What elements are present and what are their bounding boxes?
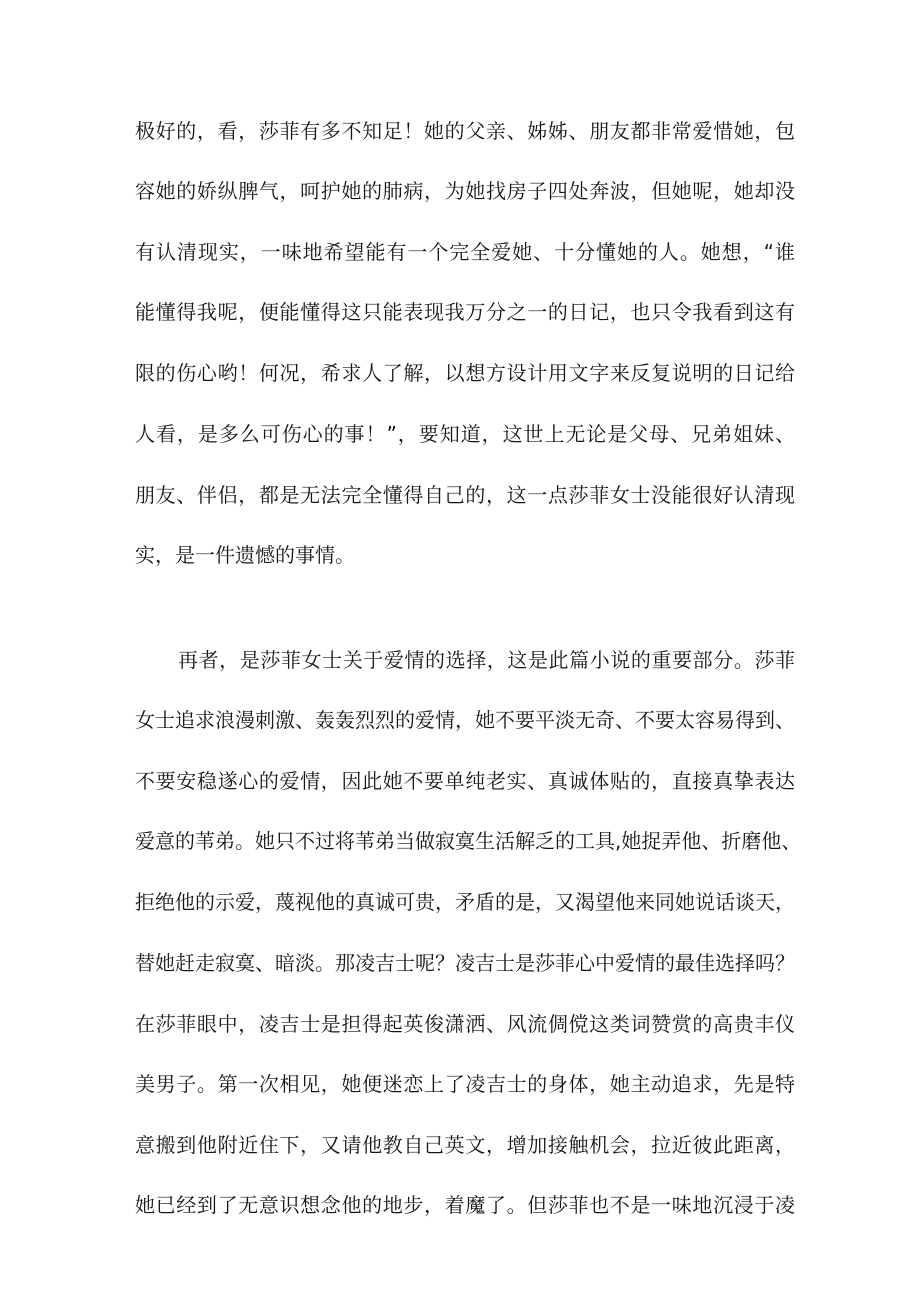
text-line: 意搬到他附近住下，又请他教自己英文，增加接触机会，拉近彼此距离， (135, 1133, 795, 1157)
text-line: 实，是一件遗憾的事情。 (135, 543, 355, 567)
text-line: 容她的娇纵脾气，呵护她的肺病，为她找房子四处奔波，但她呢，她却没 (135, 179, 795, 203)
text-line: 她已经到了无意识想念他的地步，着魔了。但莎菲也不是一味地沉浸于凌 (135, 1193, 795, 1217)
text-line: 能懂得我呢，便能懂得这只能表现我万分之一的日记，也只令我看到这有 (135, 300, 795, 324)
text-line: 在莎菲眼中，凌吉士是担得起英俊潇洒、风流倜傥这类词赞赏的高贵丰仪 (135, 1012, 795, 1036)
text-line: 不要安稳遂心的爱情，因此她不要单纯老实、真诚体贴的，直接真挚表达 (135, 769, 795, 793)
text-line: 极好的，看，莎菲有多不知足！她的父亲、姊姊、朋友都非常爱惜她，包 (135, 119, 795, 143)
text-line: 有认清现实，一味地希望能有一个完全爱她、十分懂她的人。她想，“谁 (135, 240, 795, 264)
text-line: 美男子。第一次相见，她便迷恋上了凌吉士的身体，她主动追求，先是特 (135, 1072, 795, 1096)
text-line: 朋友、伴侣，都是无法完全懂得自己的，这一点莎菲女士没能很好认清现 (135, 483, 795, 507)
text-line: 爱意的苇弟。她只不过将苇弟当做寂寞生活解乏的工具,她捉弄他、折磨他、 (135, 829, 802, 853)
text-line: 再者，是莎菲女士关于爱情的选择，这是此篇小说的重要部分。莎菲 (178, 648, 795, 672)
text-line: 拒绝他的示爱，蔑视他的真诚可贵，矛盾的是，又渴望他来同她说话谈天， (135, 890, 795, 914)
text-line: 替她赶走寂寞、暗淡。那凌吉士呢？凌吉士是莎菲心中爱情的最佳选择吗？ (135, 951, 795, 975)
text-line: 女士追求浪漫刺激、轰轰烈烈的爱情，她不要平淡无奇、不要太容易得到、 (135, 708, 795, 732)
text-line: 人看，是多么可伤心的事！”，要知道，这世上无论是父母、兄弟姐妹、 (135, 422, 795, 446)
text-line: 限的伤心哟！何况，希求人了解，以想方设计用文字来反复说明的日记给 (135, 361, 795, 385)
